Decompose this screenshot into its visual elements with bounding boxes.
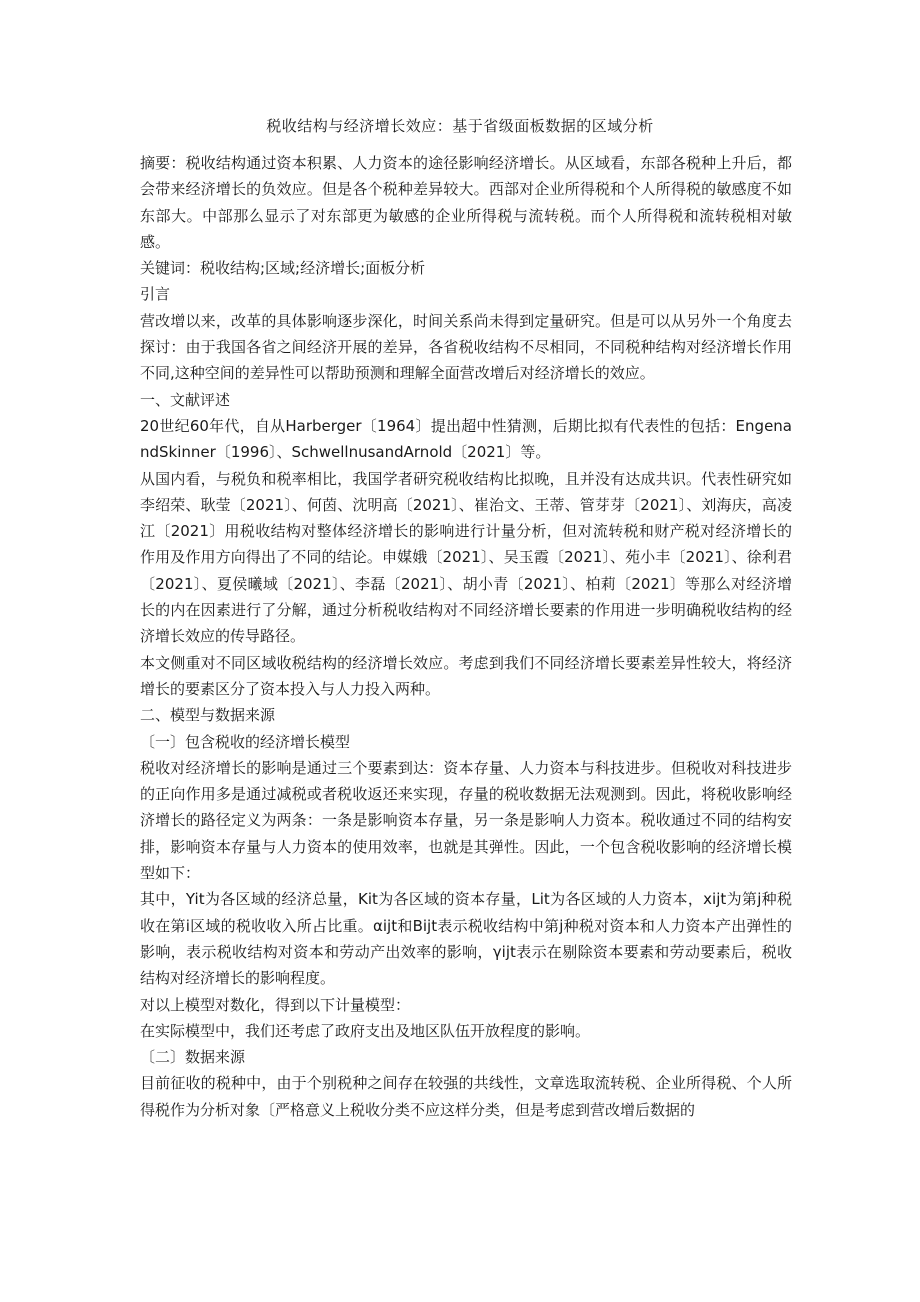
document-body — [140, 150, 792, 1123]
section-heading-introduction: 引言 — [140, 285, 171, 304]
subsection-heading-model: 〔一〕包含税收的经济增长模型 — [140, 732, 351, 751]
variables-paragraph: 其中，Yit为各区域的经济总量，Kit为各区域的资本存量，Lit为各区域的人力资本，xijt为第j种税收在第i区域的税收收入所占比重。αijt和Bijt表示税收结构中第j种税对资本和人力资本产出弹性的影响，表示税收结构对资本和劳动产出效率的影响，γijt表示在剔除资本要素和劳动要素后，税收结构对经济增长的影响程度。 — [140, 890, 792, 988]
subsection-heading-data-source: 〔二〕数据来源 — [140, 1048, 246, 1067]
section-heading-model-data: 二、模型与数据来源 — [140, 706, 276, 725]
data-source-paragraph: 目前征收的税种中，由于个别税种之间存在较强的共线性，文章选取流转税、企业所得税、个人所得税作为分析对象〔严格意义上税收分类不应这样分类，但是考虑到营改增后数据的 — [140, 1074, 792, 1119]
literature-paragraph-foreign: 20世纪60年代，自从Harberger〔1964〕提出超中性猜测，后期比拟有代表性的包括：EngenandSkinner〔1996〕、SchwellnusandArnold〔2021〕等。 — [140, 416, 792, 462]
document-title: 税收结构与经济增长效应：基于省级面板数据的区域分析 — [266, 117, 654, 135]
focus-paragraph: 本文侧重对不同区域收税结构的经济增长效应。考虑到我们不同经济增长要素差异性较大，将经济增长的要素区分了资本投入与人力投入两种。 — [140, 653, 792, 698]
model-paragraph: 税收对经济增长的影响是通过三个要素到达：资本存量、人力资本与科技进步。但税收对科技进步的正向作用多是通过减税或者税收返还来实现，存量的税收数据无法观测到。因此，将税收影响经济增长的路径定义为两条：一条是影响资本存量，另一条是影响人力资本。税收通过不同的结构安排，影响资本存量与人力资本的使用效率，也就是其弹性。因此，一个包含税收影响的经济增长模型如下： — [140, 758, 792, 883]
introduction-paragraph: 营改增以来，改革的具体影响逐步深化，时间关系尚未得到定量研究。但是可以从另外一个角度去探讨：由于我国各省之间经济开展的差异，各省税收结构不尽相同，不同税种结构对经济增长作用不同,这种空间的差异性可以帮助预测和理解全面营改增后对经济增长的效应。 — [140, 311, 792, 383]
keywords-line: 关键词：税收结构;区域;经济增长;面板分析 — [140, 259, 426, 278]
abstract-paragraph: 摘要：税收结构通过资本积累、人力资本的途径影响经济增长。从区域看，东部各税种上升后，都会带来经济增长的负效应。但是各个税种差异较大。西部对企业所得税和个人所得税的敏感度不如东部大。中部那么显示了对东部更为敏感的企业所得税与流转税。而个人所得税和流转税相对敏感。 — [140, 154, 792, 251]
controls-line: 在实际模型中，我们还考虑了政府支出及地区队伍开放程度的影响。 — [140, 1021, 591, 1040]
literature-paragraph-domestic: 从国内看，与税负和税率相比，我国学者研究税收结构比拟晚，且并没有达成共识。代表性研究如李绍荣、耿莹〔2021〕、何茵、沈明高〔2021〕、崔治文、王蒂、管芽芽〔2021〕、刘海庆，高凌江〔2021〕用税收结构对整体经济增长的影响进行计量分析，但对流转税和财产税对经济增长的作用及作用方向得出了不同的结论。申媒娥〔2021〕、吴玉霞〔2021〕、苑小丰〔2021〕、徐利君〔2021〕、夏侯曦域〔2021〕、李磊〔2021〕、胡小青〔2021〕、柏莉〔2021〕等那么对经济增长的内在因素进行了分解，通过分析税收结构对不同经济增长要素的作用进一步明确税收结构的经济增长效应的传导路径。 — [140, 469, 792, 646]
log-model-line: 对以上模型对数化，得到以下计量模型： — [140, 995, 411, 1014]
section-heading-literature-review: 一、文献评述 — [140, 390, 231, 409]
